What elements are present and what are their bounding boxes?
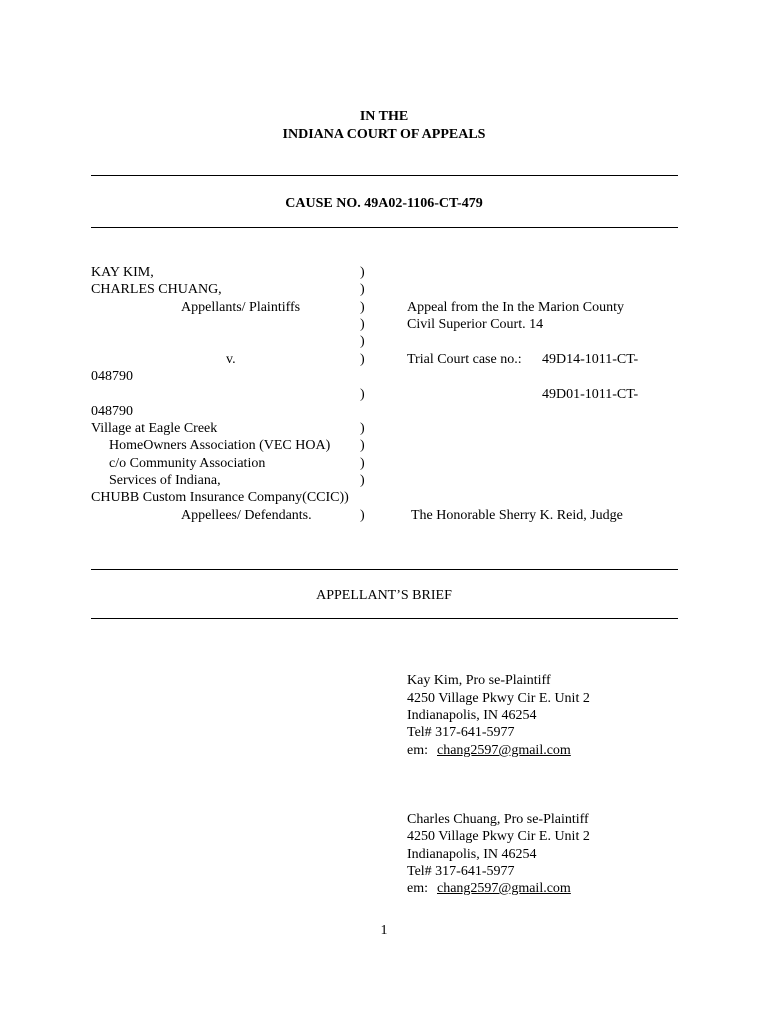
caption-paren: ) [360,438,365,453]
cause-number: CAUSE NO. 49A02-1106-CT-479 [285,196,483,211]
contact-address2: Indianapolis, IN 46254 [407,708,537,723]
appellants-role: Appellants/ Plaintiffs [181,300,301,315]
caption-paren: ) [360,421,365,436]
court-header-line1: IN THE [359,109,409,124]
caption-paren: ) [360,317,365,332]
contact-tel: Tel# 317-641-5977 [407,864,515,879]
top-divider-1 [91,175,678,176]
appellee-line3: c/o Community Association [109,456,266,471]
brief-title: APPELLANT’S BRIEF [316,588,452,603]
contact-address1: 4250 Village Pkwy Cir E. Unit 2 [407,829,590,844]
caption-paren: ) [360,300,365,315]
appeal-from-line2: Civil Superior Court. 14 [407,317,544,332]
appellee-line2: HomeOwners Association (VEC HOA) [109,438,331,453]
appellee-line4: Services of Indiana, [109,473,221,488]
caption-paren: ) [360,387,365,402]
page-number: 1 [380,923,388,938]
caption-paren: ) [360,265,365,280]
brief-divider-2 [91,618,678,619]
caption-paren: ) [360,282,365,297]
case-wrap-b: 048790 [91,404,133,419]
appellees-role: Appellees/ Defendants. [181,508,312,523]
contact-address2: Indianapolis, IN 46254 [407,847,537,862]
party-charles-chuang: CHARLES CHUANG, [91,282,222,297]
trial-case-label: Trial Court case no.: [407,352,522,367]
contact-email-link[interactable]: chang2597@gmail.com [437,743,571,758]
contact-email-label: em: [407,743,428,758]
trial-case-number-1: 49D14-1011-CT- [542,352,639,367]
party-kay-kim: KAY KIM, [91,265,154,280]
case-wrap-a: 048790 [91,369,133,384]
caption-paren: ) [360,508,365,523]
caption-paren: ) [360,334,365,349]
contact-address1: 4250 Village Pkwy Cir E. Unit 2 [407,691,590,706]
caption-paren: ) [360,352,365,367]
versus: v. [226,352,236,367]
caption-paren: ) [360,456,365,471]
contact-email-label: em: [407,881,428,896]
appeal-from-line1: Appeal from the In the Marion County [407,300,624,315]
trial-case-number-2: 49D01-1011-CT- [542,387,639,402]
court-header-line2: INDIANA COURT OF APPEALS [282,127,486,142]
judge-name: The Honorable Sherry K. Reid, Judge [411,508,623,523]
contact-name: Kay Kim, Pro se-Plaintiff [407,673,551,688]
appellee-line5: CHUBB Custom Insurance Company(CCIC)) [91,490,349,505]
contact-name: Charles Chuang, Pro se-Plaintiff [407,812,589,827]
appellee-line1: Village at Eagle Creek [91,421,218,436]
contact-email-link[interactable]: chang2597@gmail.com [437,881,571,896]
top-divider-2 [91,227,678,228]
brief-divider-1 [91,569,678,570]
caption-paren: ) [360,473,365,488]
contact-tel: Tel# 317-641-5977 [407,725,515,740]
